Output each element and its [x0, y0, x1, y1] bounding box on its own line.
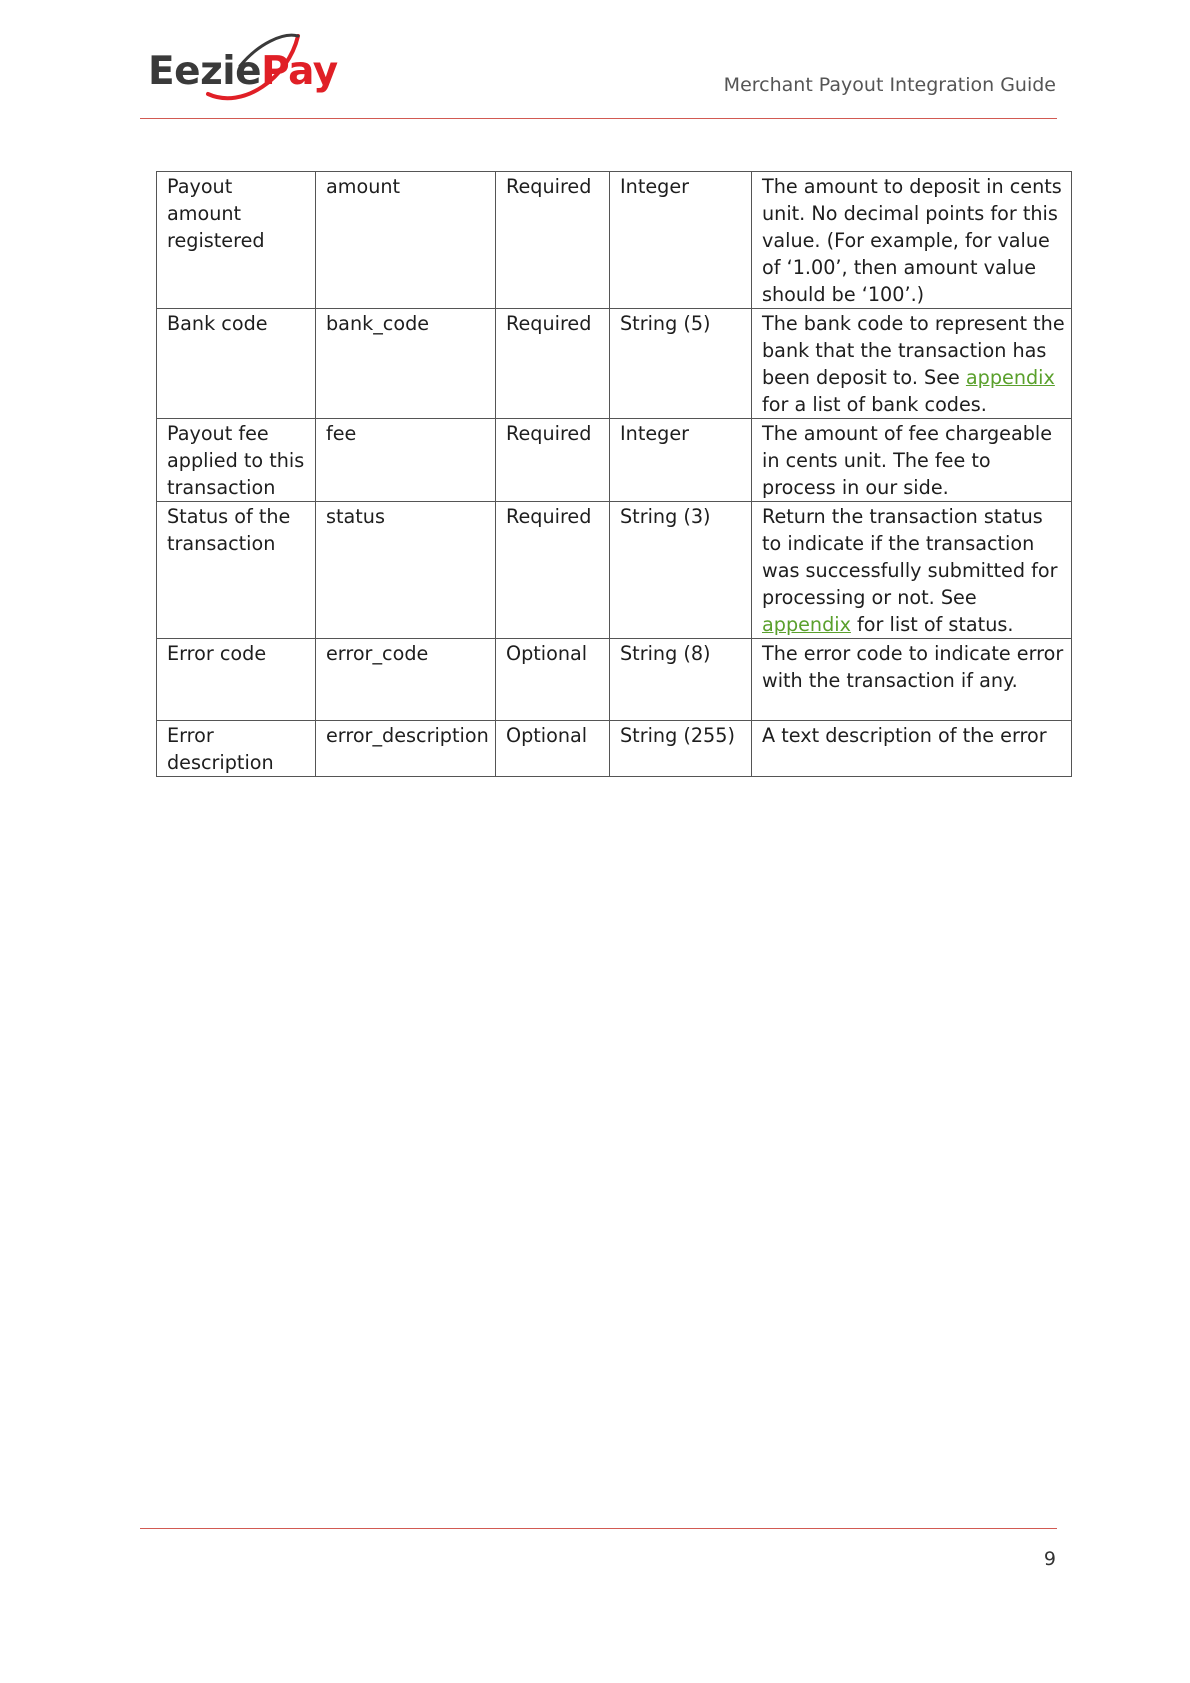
- table-row: [157, 639, 1072, 721]
- cell-requirement: Optional: [496, 639, 610, 721]
- cell-requirement: Required: [496, 419, 610, 502]
- cell-description: Payout fee applied to this transaction: [157, 419, 316, 502]
- details-text: The bank code to represent the bank that the transaction has been deposit to. See: [762, 312, 1065, 389]
- cell-requirement: Required: [496, 172, 610, 309]
- cell-details: The error code to indicate error with the transaction if any.: [752, 639, 1072, 721]
- details-text: Return the transaction status to indicate if the transaction was successfully submitted for processing or not. See: [762, 505, 1058, 609]
- cell-requirement: Required: [496, 502, 610, 639]
- appendix-link[interactable]: appendix: [762, 613, 851, 636]
- table-row: [157, 721, 1072, 777]
- cell-field: error_code: [316, 639, 496, 721]
- cell-requirement: Optional: [496, 721, 610, 777]
- cell-field: bank_code: [316, 309, 496, 419]
- cell-description: Bank code: [157, 309, 316, 419]
- page-number: 9: [1043, 1548, 1056, 1570]
- cell-details: The amount to deposit in cents unit. No decimal points for this value. (For example, for value of ‘1.00’, then amount value should be ‘100’.): [752, 172, 1072, 309]
- logo-wordmark: [148, 49, 338, 94]
- document-title: Merchant Payout Integration Guide: [723, 74, 1056, 96]
- table-row: [157, 309, 1072, 419]
- header-divider: [140, 118, 1057, 119]
- table-row: [157, 172, 1072, 309]
- appendix-link[interactable]: appendix: [965, 366, 1055, 389]
- cell-type: Integer: [610, 419, 752, 502]
- cell-details: [752, 502, 1072, 639]
- cell-type: String (5): [610, 309, 752, 419]
- eeziepay-logo: [148, 28, 338, 108]
- logo-text-pay: Pay: [261, 49, 338, 94]
- cell-details: The amount of fee chargeable in cents unit. The fee to process in our side.: [752, 419, 1072, 502]
- table-row: [157, 502, 1072, 639]
- details-text: for a list of bank codes.: [762, 393, 987, 416]
- footer-divider: [140, 1528, 1057, 1529]
- cell-type: Integer: [610, 172, 752, 309]
- cell-description: Error description: [157, 721, 316, 777]
- cell-type: String (3): [610, 502, 752, 639]
- cell-type: String (8): [610, 639, 752, 721]
- cell-field: status: [316, 502, 496, 639]
- cell-field: fee: [316, 419, 496, 502]
- details-text: for list of status.: [850, 613, 1014, 636]
- cell-details: [752, 309, 1072, 419]
- cell-description: Status of the transaction: [157, 502, 316, 639]
- parameter-table: [156, 171, 1072, 777]
- cell-requirement: Required: [496, 309, 610, 419]
- table-row: [157, 419, 1072, 502]
- cell-description: Payout amount registered: [157, 172, 316, 309]
- cell-field: amount: [316, 172, 496, 309]
- cell-type: String (255): [610, 721, 752, 777]
- cell-details: A text description of the error: [752, 721, 1072, 777]
- logo-text-eezie: Eezie: [148, 49, 262, 94]
- cell-field: error_description: [316, 721, 496, 777]
- cell-description: Error code: [157, 639, 316, 721]
